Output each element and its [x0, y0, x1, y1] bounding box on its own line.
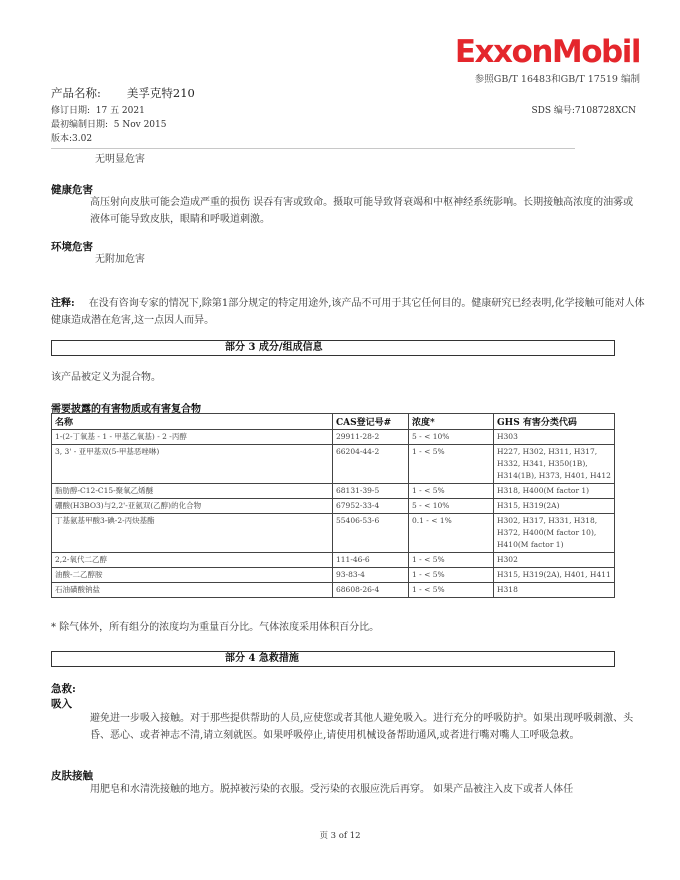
hazardous-components-heading: 需要披露的有害物质或有害复合物: [51, 404, 201, 415]
component-cas: 93-83-4: [333, 568, 409, 583]
health-hazard-text: 高压射向皮肤可能会造成严重的损伤 误吞有害或致命。摄取可能导致肾衰竭和中枢神经系统影响。长期接触高浓度的油雾或液体可能导致皮肤，眼睛和呼吸道刺激。: [90, 197, 634, 225]
component-name: 3, 3' - 亚甲基双(5-甲基恶唑啉): [52, 445, 333, 484]
table-row: [52, 499, 615, 514]
component-concentration: 1 - < 5%: [409, 553, 494, 568]
component-ghs: H302, H317, H331, H318, H372, H400(M factor 10), H410(M factor 1): [494, 514, 615, 553]
table-row: [52, 553, 615, 568]
exxonmobil-logo: ExxonMobil: [454, 34, 640, 70]
component-ghs: H318: [494, 583, 615, 598]
revision-date: 修订日期: 17 五 2021: [51, 106, 145, 116]
component-concentration: 1 - < 5%: [409, 445, 494, 484]
skin-contact-heading: 皮肤接触: [51, 770, 93, 782]
component-concentration: 5 - < 10%: [409, 499, 494, 514]
section-4-title: 部分 4 急救措施: [225, 653, 299, 664]
concentration-footnote: * 除气体外，所有组分的浓度均为重量百分比。气体浓度采用体积百分比。: [51, 622, 380, 633]
no-obvious-hazard: 无明显危害: [95, 154, 145, 165]
component-name: 1-(2-丁氧基 - 1 - 甲基乙氧基) - 2 -丙醇: [52, 430, 333, 445]
inhalation-text: 避免进一步吸入接触。对于那些提供帮助的人员,应使您或者其他人避免吸入。进行充分的呼吸防护。如果出现呼吸刺激、头昏、恶心、或者神志不清,请立刻就医。如果呼吸停止,请使用机械设备帮助通风,或者进行嘴对嘴人工呼吸急救。: [90, 713, 634, 741]
column-header-concentration: 浓度*: [409, 414, 494, 430]
environmental-hazard-text: 无附加危害: [95, 254, 145, 265]
health-hazard-heading: 健康危害: [51, 184, 93, 196]
table-row: [52, 568, 615, 583]
note-label: 注释:: [51, 298, 75, 309]
component-name: 硼酸(H3BO3)与2,2'-亚氨双(乙醇)的化合物: [52, 499, 333, 514]
table-header-row: [52, 414, 615, 430]
component-name: 2,2-氧代二乙醇: [52, 553, 333, 568]
component-concentration: 1 - < 5%: [409, 583, 494, 598]
component-cas: 67952-33-4: [333, 499, 409, 514]
mixture-statement: 该产品被定义为混合物。: [51, 372, 161, 383]
component-ghs: H315, H319(2A): [494, 499, 615, 514]
product-name-line: [51, 85, 195, 101]
first-aid-heading: 急救:: [51, 683, 76, 695]
component-ghs: H302: [494, 553, 615, 568]
last-compiled-date: 最初编制日期: 5 Nov 2015: [51, 120, 167, 130]
environmental-hazard-heading: 环境危害: [51, 241, 93, 253]
component-cas: 68131-39-5: [333, 484, 409, 499]
section-4-bar: [51, 651, 615, 667]
component-cas: 68608-26-4: [333, 583, 409, 598]
table-row: [52, 484, 615, 499]
column-header-name: 名称: [52, 414, 333, 430]
components-table: [51, 413, 615, 598]
component-cas: 29911-28-2: [333, 430, 409, 445]
component-name: 脂肪醇-C12-C15-聚氧乙烯醚: [52, 484, 333, 499]
version: 版本:3.02: [51, 134, 93, 144]
note-text: 在没有咨询专家的情况下,除第1部分规定的特定用途外,该产品不可用于其它任何目的。健康研究已经表明,化学接触可能对人体健康造成潜在危害,这一点因人而异。: [51, 298, 645, 326]
component-ghs: H315, H319(2A), H401, H411: [494, 568, 615, 583]
column-header-ghs: GHS 有害分类代码: [494, 414, 615, 430]
skin-contact-text: 用肥皂和水清洗接触的地方。脱掉被污染的衣服。受污染的衣服应洗后再穿。 如果产品被注入皮下或者人体任: [90, 784, 574, 795]
component-name: 丁基氨基甲酸3-碘-2-丙炔基酯: [52, 514, 333, 553]
sds-number: SDS 编号:7108728XCN: [531, 106, 636, 116]
product-name-label: 产品名称:: [51, 86, 101, 100]
component-name: 石油磺酸钠盐: [52, 583, 333, 598]
header-divider: [51, 148, 575, 149]
component-ghs: H227, H302, H311, H317, H332, H341, H350(1B), H314(1B), H373, H401, H412: [494, 445, 615, 484]
section-3-title: 部分 3 成分/组成信息: [225, 342, 323, 353]
component-ghs: H303: [494, 430, 615, 445]
standard-reference: 参照GB/T 16483和GB/T 17519 编制: [474, 74, 640, 85]
component-concentration: 0.1 - < 1%: [409, 514, 494, 553]
note-paragraph: [51, 295, 645, 329]
section-3-bar: [51, 340, 615, 356]
table-row: [52, 430, 615, 445]
page-number: 页 3 of 12: [319, 831, 361, 841]
component-cas: 55406-53-6: [333, 514, 409, 553]
table-row: [52, 445, 615, 484]
inhalation-heading: 吸入: [51, 698, 72, 710]
component-ghs: H318, H400(M factor 1): [494, 484, 615, 499]
column-header-cas: CAS登记号#: [333, 414, 409, 430]
component-concentration: 1 - < 5%: [409, 484, 494, 499]
table-row: [52, 583, 615, 598]
component-name: 油酸-二乙醇胺: [52, 568, 333, 583]
product-name-value: 美孚克特210: [126, 86, 195, 100]
table-row: [52, 514, 615, 553]
component-cas: 66204-44-2: [333, 445, 409, 484]
component-concentration: 5 - < 10%: [409, 430, 494, 445]
component-concentration: 1 - < 5%: [409, 568, 494, 583]
component-cas: 111-46-6: [333, 553, 409, 568]
